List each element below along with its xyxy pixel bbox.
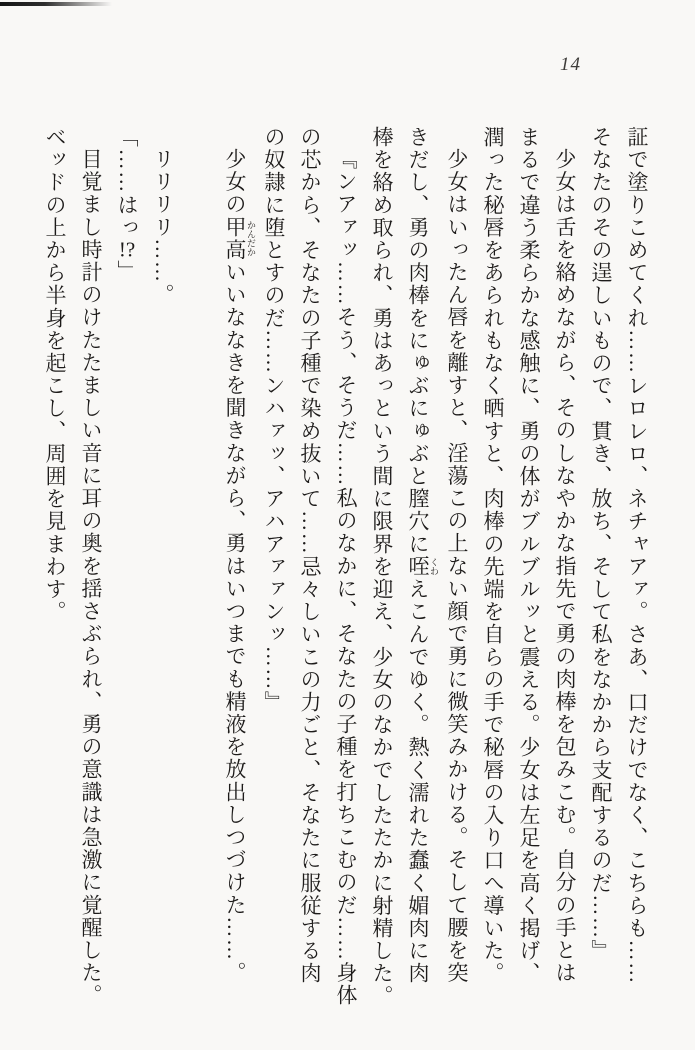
text-run: 少女はいったん唇を離すと、淫蕩この上ない顔で勇に微笑みかける。そして腰を突 — [445, 148, 469, 985]
text-line — [547, 126, 583, 1012]
text-run: リリリリ……。 — [151, 148, 175, 307]
text-line — [439, 126, 475, 1012]
text-run: そなたのその逞しいもので、貫き、放ち、そして私をなかから支配するのだ……』 — [589, 126, 613, 963]
text-run: まるで違う柔らかな感触に、勇の体がブルブルッと震える。少女は左足を高く掲げ、 — [517, 126, 541, 985]
text-line — [217, 126, 256, 1012]
page-number: 14 — [560, 54, 581, 75]
text-line — [475, 126, 511, 1012]
text-line — [328, 126, 364, 1012]
text-line — [73, 126, 109, 1012]
text-line — [400, 126, 439, 1012]
ruby-word: 甲高 かんだか — [223, 215, 256, 262]
text-run: 「……はっ — [115, 126, 139, 239]
text-line — [109, 126, 145, 1012]
text-run: 『ンアァッ……そう、そうだ……私のなかに、そなたの子種を打ちこむのだ……身体 — [334, 148, 358, 1007]
text-line — [511, 126, 547, 1012]
text-line — [292, 126, 328, 1012]
text-run: の奴隷に堕とすのだ……ンハァッ、アハアァァンッ……』 — [262, 126, 286, 714]
tate-chu-yoko: !? — [118, 239, 136, 260]
text-line — [583, 126, 619, 1012]
text-run: ベッドの上から半身を起こし、周囲を見まわす。 — [43, 126, 67, 624]
furigana: くわ — [429, 555, 439, 578]
text-run: えこんでゆく。熱く濡れた蠢く媚肉に肉 — [406, 578, 430, 985]
furigana: かんだか — [246, 215, 256, 261]
text-run: いいななきを聞きながら、勇はいつまでも精液を放出しつづけた……。 — [223, 261, 247, 985]
ruby-word: 咥 くわ — [406, 555, 439, 579]
blank-line — [181, 126, 217, 1012]
text-run: の芯から、そなたの子種で染め抜いて……忌々しいこの力ごと、そなたに服従する肉 — [298, 126, 322, 985]
text-run: 潤った秘唇をあられもなく晒すと、肉棒の先端を自らの手で秘唇の入り口へ導いた。 — [481, 126, 505, 985]
text-run: 少女は舌を絡めながら、そのしなやかな指先で勇の肉棒を包みこむ。自分の手とは — [553, 148, 577, 985]
text-run: 少女の — [223, 148, 247, 216]
text-line — [145, 126, 181, 1012]
text-line — [37, 126, 73, 1012]
text-run: 棒を絡め取られ、勇はあっという間に限界を迎え、少女のなかでしたたかに射精した。 — [370, 126, 394, 1008]
text-run: 目覚まし時計のけたたましい音に耳の奥を揺さぶられ、勇の意識は急激に覚醒した。 — [79, 148, 103, 1007]
text-line — [619, 126, 655, 1012]
page-text — [37, 126, 655, 1012]
text-run: 」 — [115, 260, 139, 283]
text-run: 証で塗りこめてくれ……レロレロ、ネチャアァ。さあ、口だけでなく、こちらも…… — [625, 126, 649, 985]
text-line — [364, 126, 400, 1012]
text-run: きだし、勇の肉棒をにゅぶにゅぶと膣穴に — [406, 126, 430, 556]
text-line — [256, 126, 292, 1012]
scan-artifact-line — [0, 2, 112, 6]
